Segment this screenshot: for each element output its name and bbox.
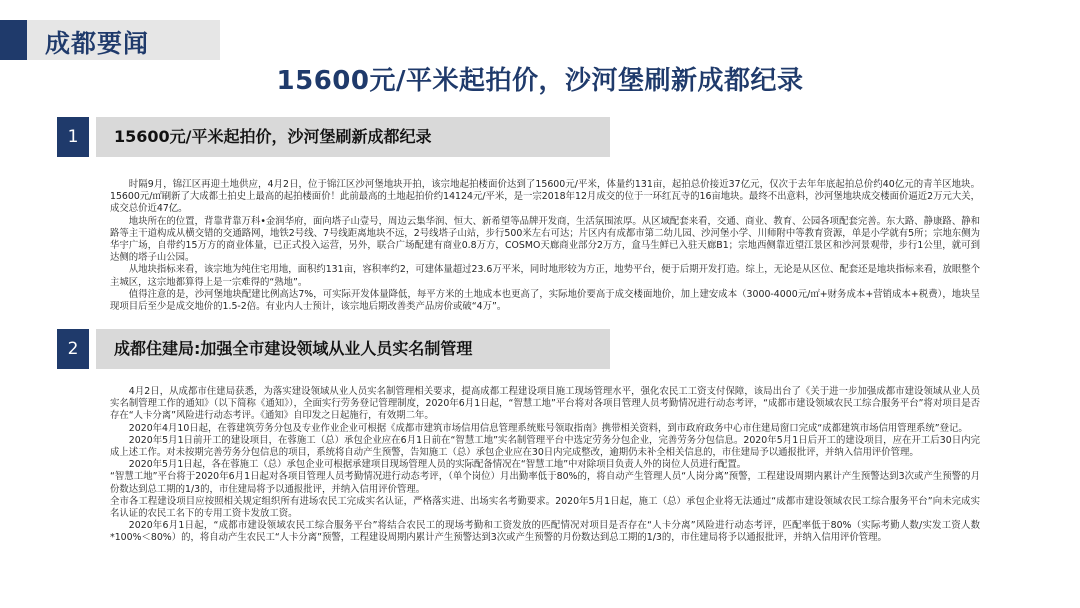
- section-2-header: [96, 329, 610, 369]
- section-2-paragraph: 2020年4月10日起，在蓉建筑劳务分包及专业作业企业可根据《成都市建筑市场信用信息管理系统账号领取指南》携带相关资料，到市政府政务中心市住建局窗口完成“成都建筑市场信用管理系统”登记。: [128, 422, 968, 434]
- section-2-paragraph: 2020年5月1日前开工的建设项目，在蓉施工（总）承包企业应在6月1日前在“智慧工地”实名制管理平台中选定劳务分包企业，完善劳务分包信息。2020年5月1日后开工的建设项目，应在开工后30日内完成上述工作。对未按期完善劳务分包信息的项目，系统将自动产生预警，告知施工（总）承包企业应在30日内完成整改，逾期仍未补全相关信息的，市住建局予以通报批评，并纳入信用评价管理。: [110, 434, 980, 459]
- section-2-paragraph: 2020年6月1日起，“成都市建设领域农民工综合服务平台”将结合农民工的现场考勤和工资发放的匹配情况对项目是否存在“人卡分离”风险进行动态考评，匹配率低于80%（实际考勤人数/实发工资人数*100%＜80%）的，将自动产生农民工“人卡分离”预警，工程建设周期内累计产生预警达到3次或产生预警的月份数达到总工期的1/3的，市住建局将予以通报批评，并纳入信用评价管理。: [110, 520, 981, 544]
- section-1-paragraph: 值得注意的是，沙河堡地块配建比例高达7%，可实际开发体量降低，每平方米的土地成本也更高了，实际地价要高于成交楼面地价，加上建安成本（3000-4000元/㎡+财务成本+营销成本+税费），地块呈现项目后至少是成交地价的1.5-2倍。有业内人士预计，该宗地后期改善类产品房价或破“4万”。: [110, 288, 980, 313]
- section-2-number: 2: [57, 329, 89, 369]
- header-accent-bar: [0, 20, 27, 60]
- section-1-paragraph: 时隔9月，锦江区再迎土地供应，4月2日，位于锦江区沙河堡地块开拍，该宗地起拍楼面价达到了15600元/平米，体量约131亩，起拍总价接近37亿元，仅次于去年年底起拍总价约40亿元的青羊区地块。15600元/㎡刷新了大成都土拍史上最高的起拍楼面价！此前最高的土地起拍价约14124元/平米，是一宗2018年12月成交的位于一环红瓦寺的16亩地块。最终不出意料，沙河堡地块成交楼面价逼近2万元大关，成交总价近47亿。: [110, 179, 980, 215]
- section-1-body: [110, 179, 980, 313]
- section-1-paragraph: 从地块指标来看，该宗地为纯住宅用地，面积约131亩，容积率约2，可建体量超过23.6万平米，同时地形较为方正，地势平台，便于后期开发打造。综上，无论是从区位、配套还是地块指标来看，放眼整个主城区，这宗地都算得上是一宗难得的“熟地”。: [110, 264, 980, 288]
- section-2-paragraph: 2020年5月1日起，各在蓉施工（总）承包企业可根据承建项目现场管理人员的实际配备情况在“智慧工地”中对除项目负责人外的岗位人员进行配置。: [128, 459, 747, 471]
- section-2-paragraph: 4月2日，从成都市住建局获悉，为落实建设领域从业人员实名制管理相关要求，提高成都工程建设项目施工现场管理水平，强化农民工工资支付保障，该局出台了《关于进一步加强成都市建设领域从业人员实名制管理工作的通知》（以下简称《通知》），全面实行劳务登记管理制度，2020年6月1日起，“智慧工地”平台将对各项目管理人员考勤情况进行动态考评，“成都市建设领域农民工综合服务平台”将对项目是否存在“人卡分离”风险进行动态考评。《通知》自印发之日起施行，有效期二年。: [110, 386, 980, 422]
- section-2-title: 成都住建局:加强全市建设领域从业人员实名制管理: [114, 339, 473, 358]
- section-2-paragraph: 全市各工程建设项目应按照相关规定组织所有进场农民工完成实名认证，严格落实进、出场实名考勤要求。2020年5月1日起，施工（总）承包企业将无法通过“成都市建设领域农民工综合服务平台”向未完成实名认证的农民工名下的专用工资卡发放工资。: [110, 495, 980, 520]
- main-title: 15600元/平米起拍价，沙河堡刷新成都纪录: [276, 66, 804, 96]
- section-2-body: [110, 386, 980, 545]
- section-1-title: 15600元/平米起拍价，沙河堡刷新成都纪录: [114, 127, 432, 146]
- page-title: 成都要闻: [45, 29, 150, 58]
- section-2-paragraph: “智慧工地”平台将于2020年6月1日起对各项目管理人员考勤情况进行动态考评，（单个岗位）月出勤率低于80%的，将自动产生管理人员“人岗分离”预警，工程建设周期内累计产生预警达到3次或产生预警的月份数达到总工期的1/3的，市住建局将予以通报批评，并纳入信用评价管理。: [110, 471, 980, 495]
- section-1-number: 1: [57, 117, 89, 157]
- section-1-paragraph: 地块所在的位置，背靠背靠万科•金润华府，面向塔子山壹号，周边云集华润、恒大、新希望等品牌开发商，生活氛围浓厚。从区域配套来看，交通、商业、教育、公园各项配套完善。东大路、静康路、静和路等主干道构成从横交错的交通路网，地铁2号线、7号线距离地块不远，2号线塔子山站，步行500米左右可达；片区内有成都市第二幼儿园、沙河堡小学、川师附中等教育资源，单是小学就有5所；宗地东侧为华宇广场，自带约15万方的商业体量，已正式投入运营，另外，联合广场配建有商业0.8万方，COSMO天廊商业部分2万方，盒马生鲜已入驻天廊B1；宗地西侧靠近望江景区和沙河景观带，步行1公里，就可到达侧的塔子山公园。: [110, 215, 980, 264]
- section-1-header: [96, 117, 610, 157]
